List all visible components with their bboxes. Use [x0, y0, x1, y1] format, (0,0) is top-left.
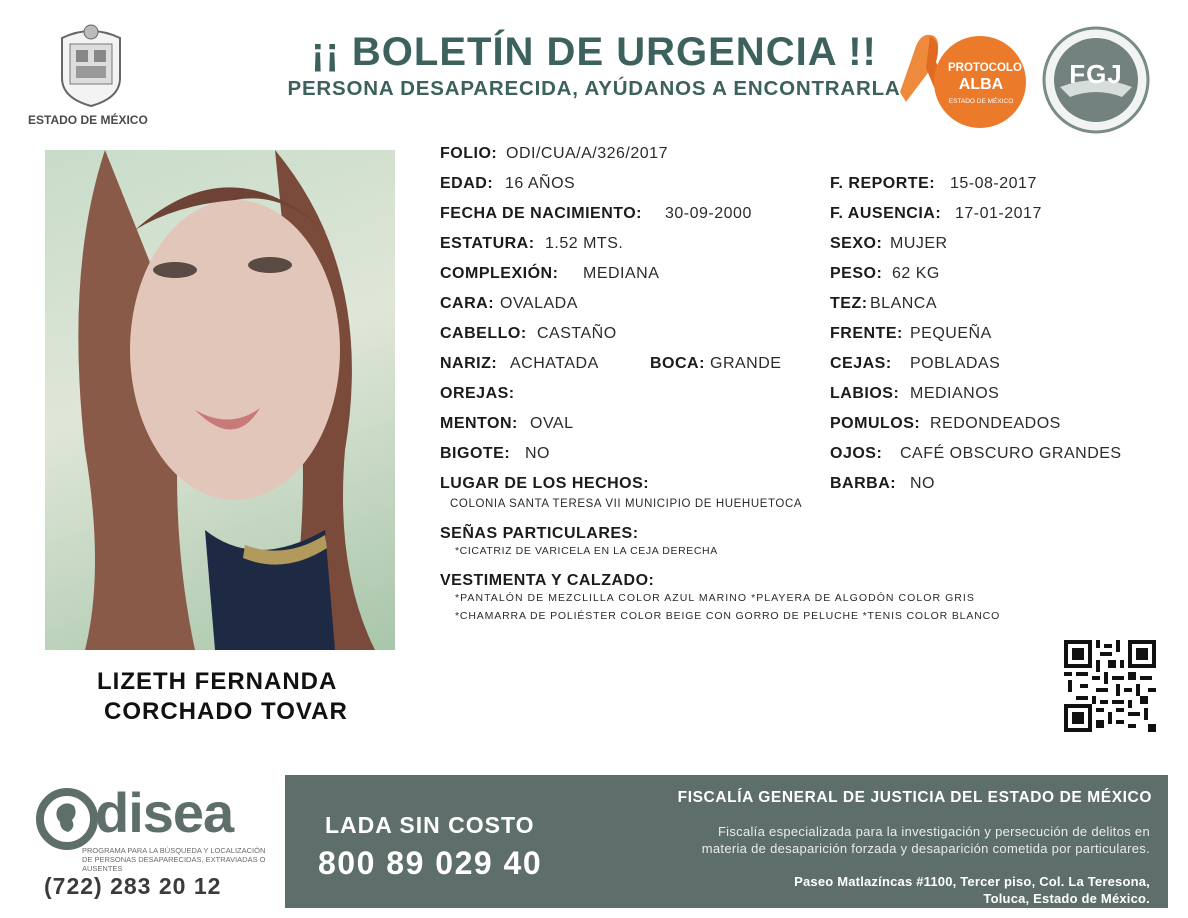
fgj-address-line1: Paseo Matlazíncas #1100, Tercer piso, Col. La Teresona, [794, 874, 1150, 889]
fgj-desc-line2: materia de desaparición forzada y desaparición cometida por particulares. [701, 841, 1150, 856]
ausencia-label: F. AUSENCIA: [830, 205, 942, 222]
state-label: ESTADO DE MÉXICO [28, 113, 148, 127]
frente-label: FRENTE: [830, 325, 903, 342]
cejas-label: CEJAS: [830, 355, 892, 372]
fgj-desc-line1: Fiscalía especializada para la investigación y persecución de delitos en [717, 824, 1150, 839]
ojos-value: CAFÉ OBSCURO GRANDES [900, 445, 1122, 462]
pomulos-value: REDONDEADOS [930, 415, 1061, 432]
cara-label: CARA: [440, 295, 495, 312]
fgj-full-name: FISCALÍA GENERAL DE JUSTICIA DEL ESTADO DE MÉXICO [677, 789, 1152, 806]
tez-value: BLANCA [870, 295, 938, 312]
person-name-line1: LIZETH FERNANDA [97, 668, 338, 695]
protocolo-alba-logo [900, 22, 1030, 132]
person-name-line2: CORCHADO TOVAR [104, 698, 348, 725]
senas-value: *CICATRIZ DE VARICELA EN LA CEJA DERECHA [455, 545, 718, 557]
nariz-value: ACHATADA [510, 355, 599, 372]
lada-number[interactable]: 800 89 029 40 [318, 845, 543, 881]
vestimenta-line2: *CHAMARRA DE POLIÉSTER COLOR BEIGE CON GORRO DE PELUCHE *TENIS COLOR BLANCO [455, 610, 1001, 622]
fgj-seal [1040, 25, 1152, 135]
peso-label: PESO: [830, 265, 883, 282]
lugar-value: COLONIA SANTA TERESA VII MUNICIPIO DE HUEHUETOCA [450, 498, 803, 510]
menton-value: OVAL [530, 415, 574, 432]
labios-value: MEDIANOS [910, 385, 1000, 402]
boca-label: BOCA: [650, 355, 705, 372]
odisea-tagline: PROGRAMA PARA LA BÚSQUEDA Y LOCALIZACIÓN DE PERSONAS DESAPARECIDAS, EXTRAVIADAS O AUSENTES [82, 846, 266, 873]
lugar-label: LUGAR DE LOS HECHOS: [440, 475, 650, 492]
reporte-label: F. REPORTE: [830, 175, 936, 192]
sexo-value: MUJER [890, 235, 948, 252]
estatura-label: ESTATURA: [440, 235, 535, 252]
barba-label: BARBA: [830, 475, 897, 492]
menton-label: MENTON: [440, 415, 518, 432]
senas-label: SEÑAS PARTICULARES: [440, 525, 639, 542]
sexo-label: SEXO: [830, 235, 883, 252]
odisea-phone[interactable]: (722) 283 20 12 [44, 873, 222, 899]
reporte-value: 15-08-2017 [950, 175, 1037, 192]
nariz-label: NARIZ: [440, 355, 498, 372]
barba-value: NO [910, 475, 935, 492]
vestimenta-label: VESTIMENTA Y CALZADO: [440, 572, 655, 589]
fgj-address [650, 873, 1150, 907]
frente-value: PEQUEÑA [910, 325, 992, 342]
cabello-value: CASTAÑO [537, 325, 617, 342]
labios-label: LABIOS: [830, 385, 900, 402]
pomulos-label: POMULOS: [830, 415, 921, 432]
cara-value: OVALADA [500, 295, 578, 312]
boca-value: GRANDE [710, 355, 782, 372]
fgj-description [590, 823, 1150, 857]
alba-text: ALBA [958, 76, 1004, 93]
ausencia-value: 17-01-2017 [955, 205, 1042, 222]
complexion-value: MEDIANA [583, 265, 660, 282]
tez-label: TEZ: [830, 295, 868, 312]
bulletin-title: ¡¡ BOLETÍN DE URGENCIA !! [311, 30, 877, 74]
cejas-value: POBLADAS [910, 355, 1001, 372]
edad-label: EDAD: [440, 175, 494, 192]
missing-person-photo [45, 150, 395, 650]
lada-label: LADA SIN COSTO [325, 812, 535, 838]
folio-label: FOLIO: [440, 145, 498, 162]
vestimenta-line1: *PANTALÓN DE MEZCLILLA COLOR AZUL MARINO *PLAYERA DE ALGODÓN COLOR GRIS [455, 592, 975, 604]
odisea-logo-mark [36, 788, 98, 850]
odisea-wordmark: disea [95, 781, 234, 844]
alba-state-text: ESTADO DE MÉXICO [948, 98, 1014, 105]
complexion-label: COMPLEXIÓN: [440, 265, 559, 282]
ojos-label: OJOS: [830, 445, 883, 462]
edad-value: 16 AÑOS [505, 175, 576, 192]
fgj-address-line2: Toluca, Estado de México. [983, 891, 1150, 906]
nacimiento-value: 30-09-2000 [665, 205, 752, 222]
bigote-label: BIGOTE: [440, 445, 511, 462]
protocolo-text: PROTOCOLO [948, 62, 1022, 74]
orejas-label: OREJAS: [440, 385, 515, 402]
cabello-label: CABELLO: [440, 325, 527, 342]
qr-code[interactable] [1064, 640, 1156, 732]
estatura-value: 1.52 MTS. [545, 235, 624, 252]
peso-value: 62 KG [892, 265, 940, 282]
bigote-value: NO [525, 445, 550, 462]
fgj-text: FGJ [1069, 59, 1123, 89]
nacimiento-label: FECHA DE NACIMIENTO: [440, 205, 642, 222]
bulletin-subtitle: PERSONA DESAPARECIDA, AYÚDANOS A ENCONTRARLA [287, 77, 901, 100]
folio-value: ODI/CUA/A/326/2017 [506, 145, 668, 162]
